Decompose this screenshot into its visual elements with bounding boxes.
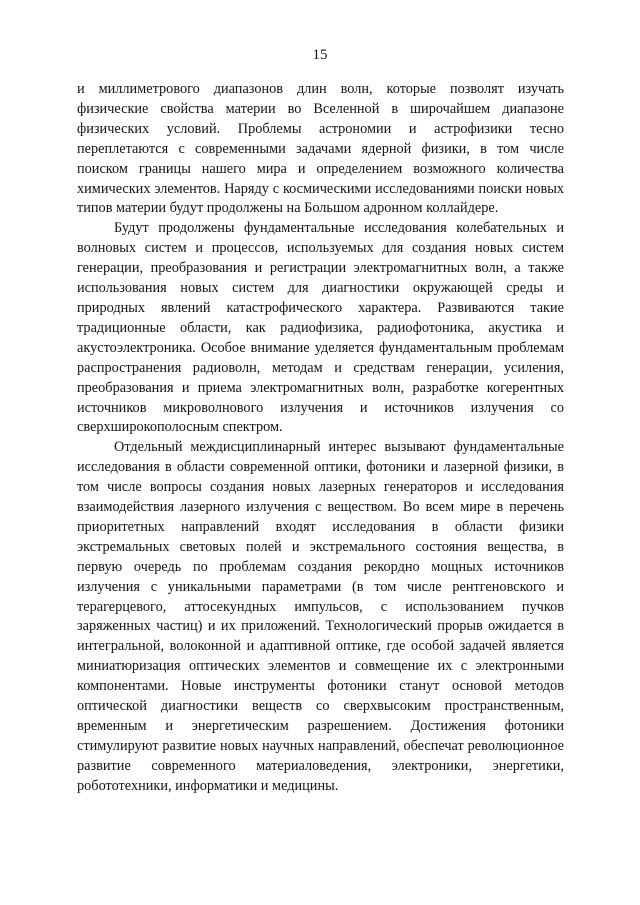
page-number: 15 [312, 47, 328, 63]
paragraph-continued: и миллиметрового диапазонов длин волн, которые позволят изучать физические свойства материи во Вселенной в широчайшем диапазоне физических условий. Проблемы астрономии и астрофизики тесно переплетаются с современными задачами ядерной физики, в том числе поиском границы нашего мира и определением возможного количества химических элементов. Наряду с космическими исследованиями поиски новых типов материи будут продолжены на Большом адронном коллайдере. [77, 81, 564, 217]
paragraph-optics-photonics: Отдельный междисциплинарный интерес вызывают фундаментальные исследования в области современной оптики, фотоники и лазерной физики, в том числе вопросы создания новых лазерных генераторов и исследования взаимодействия лазерного излучения с веществом. Во всем мире в перечень приоритетных направлений входят исследования в области физики экстремальных световых полей и экстремального состояния вещества, в первую очередь по проблемам создания рекордно мощных источников излучения с уникальными параметрами (в том числе рентгеновского и терагерцевого, аттосекундных импульсов, с использованием пучков заряженных частиц) и их приложений. Технологический прорыв ожидается в интегральной, волоконной и адаптивной оптике, где особой задачей является миниатюризация оптических элементов и совмещение их с электронными компонентами. Новые инструменты фотоники станут основой методов оптической диагностики веществ со сверхвысоким пространственным, временным и энергетическим разрешением. Достижения фотоники стимулируют развитие новых научных направлений, обеспечат революционное развитие современного материаловедения, электроники, энергетики, робототехники, информатики и медицины. [77, 439, 564, 794]
body-text [77, 80, 564, 797]
paragraph-oscillation-systems: Будут продолжены фундаментальные исследования колебательных и волновых систем и процессов, используемых для создания новых систем генерации, преобразования и регистрации электромагнитных волн, а также использования новых систем для диагностики окружающей среды и природных явлений катастрофического характера. Развиваются такие традиционные области, как радиофизика, радиофотоника, акустика и акустоэлектроника. Особое внимание уделяется фундаментальным проблемам распространения радиоволн, методам и средствам генерации, усиления, преобразования и приема электромагнитных волн, разработке когерентных источников микроволнового излучения и источников излучения со сверхширокополосным спектром. [77, 220, 564, 436]
